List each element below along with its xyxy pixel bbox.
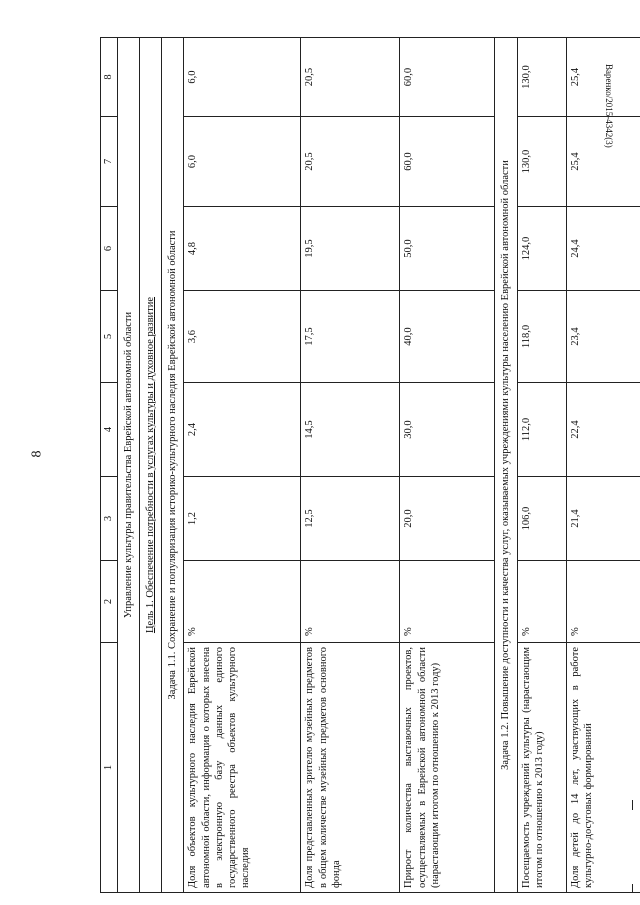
- table-row: [566, 38, 640, 893]
- indicator-name: Доля объектов культурного наследия Еврейской автономной области, информация о которых внесена в электронную базу данных единого государственного реестра объектов культурного наследия: [184, 643, 301, 893]
- header-row: [101, 38, 118, 893]
- indicator-value: 17,5: [301, 291, 400, 383]
- indicator-value: 25,4: [566, 117, 640, 207]
- indicator-unit: %: [301, 561, 400, 643]
- indicator-value: 6,0: [184, 117, 301, 207]
- indicator-value: 124,0: [517, 207, 566, 291]
- col-header: 2: [101, 561, 118, 643]
- col-header: 1: [101, 643, 118, 893]
- section-row: [118, 38, 140, 893]
- table-row: [400, 38, 495, 893]
- indicator-value: 106,0: [517, 477, 566, 561]
- indicator-value: 25,4: [566, 38, 640, 117]
- goal-row: [140, 38, 162, 893]
- indicator-value: 3,6: [184, 291, 301, 383]
- indicator-unit: %: [184, 561, 301, 643]
- indicator-value: 12,5: [301, 477, 400, 561]
- table-row: [517, 38, 566, 893]
- indicator-name: Доля детей до 14 лет, участвующих в работе культурно-досуговых формирований: [566, 643, 640, 893]
- indicator-name: Доля представленных зрителю музейных предметов в общем количестве музейных предметов основного фонда: [301, 643, 400, 893]
- indicator-value: 50,0: [400, 207, 495, 291]
- indicator-value: 60,0: [400, 38, 495, 117]
- table-row: [301, 38, 400, 893]
- indicator-value: 20,0: [400, 477, 495, 561]
- task-title: Задача 1.1. Сохранение и популяризация историко-культурного наследия Еврейской автономной области: [162, 38, 184, 893]
- indicator-value: 40,0: [400, 291, 495, 383]
- page-number: 8: [29, 450, 45, 458]
- col-header: 6: [101, 207, 118, 291]
- col-header: 4: [101, 383, 118, 477]
- col-header: 5: [101, 291, 118, 383]
- indicator-value: 22,4: [566, 383, 640, 477]
- indicator-value: 60,0: [400, 117, 495, 207]
- section-title: Управление культуры правительства Еврейской автономной области: [118, 38, 140, 893]
- task-row: [162, 38, 184, 893]
- indicator-unit: %: [400, 561, 495, 643]
- indicators-table-wrapper: [100, 38, 594, 893]
- col-header: 7: [101, 117, 118, 207]
- indicator-value: 21,4: [566, 477, 640, 561]
- indicator-value: 30,0: [400, 383, 495, 477]
- indicator-value: 118,0: [517, 291, 566, 383]
- indicator-value: 19,5: [301, 207, 400, 291]
- indicator-value: 20,5: [301, 117, 400, 207]
- indicator-unit: %: [566, 561, 640, 643]
- indicator-value: 112,0: [517, 383, 566, 477]
- indicators-table: [100, 37, 640, 893]
- indicator-value: 130,0: [517, 117, 566, 207]
- goal-title: Цель 1. Обеспечение потребности в услугах культуры и духовное развитие: [140, 38, 162, 893]
- indicator-value: 14,5: [301, 383, 400, 477]
- task-row: [495, 38, 517, 893]
- table-row: [184, 38, 301, 893]
- col-header: 8: [101, 38, 118, 117]
- indicator-value: 6,0: [184, 38, 301, 117]
- indicator-name: Посещаемость учреждений культуры (нарастающим итогом по отношению к 2013 году): [517, 643, 566, 893]
- indicator-unit: %: [517, 561, 566, 643]
- indicator-name: Прирост количества выставочных проектов, осуществляемых в Еврейской автономной области (нарастающим итогом по отношению к 2013 году): [400, 643, 495, 893]
- indicator-value: 4,8: [184, 207, 301, 291]
- indicators-table-rotated: [100, 38, 594, 893]
- document-code: Варенко/2015-4342(3): [604, 64, 614, 148]
- indicator-value: 23,4: [566, 291, 640, 383]
- indicator-value: 2,4: [184, 383, 301, 477]
- indicator-value: 130,0: [517, 38, 566, 117]
- indicator-value: 24,4: [566, 207, 640, 291]
- task-title: Задача 1.2. Повышение доступности и качества услуг, оказываемых учреждениями культуры населению Еврейской автономной области: [495, 38, 517, 893]
- col-header: 3: [101, 477, 118, 561]
- indicator-value: 20,5: [301, 38, 400, 117]
- indicator-value: 1,2: [184, 477, 301, 561]
